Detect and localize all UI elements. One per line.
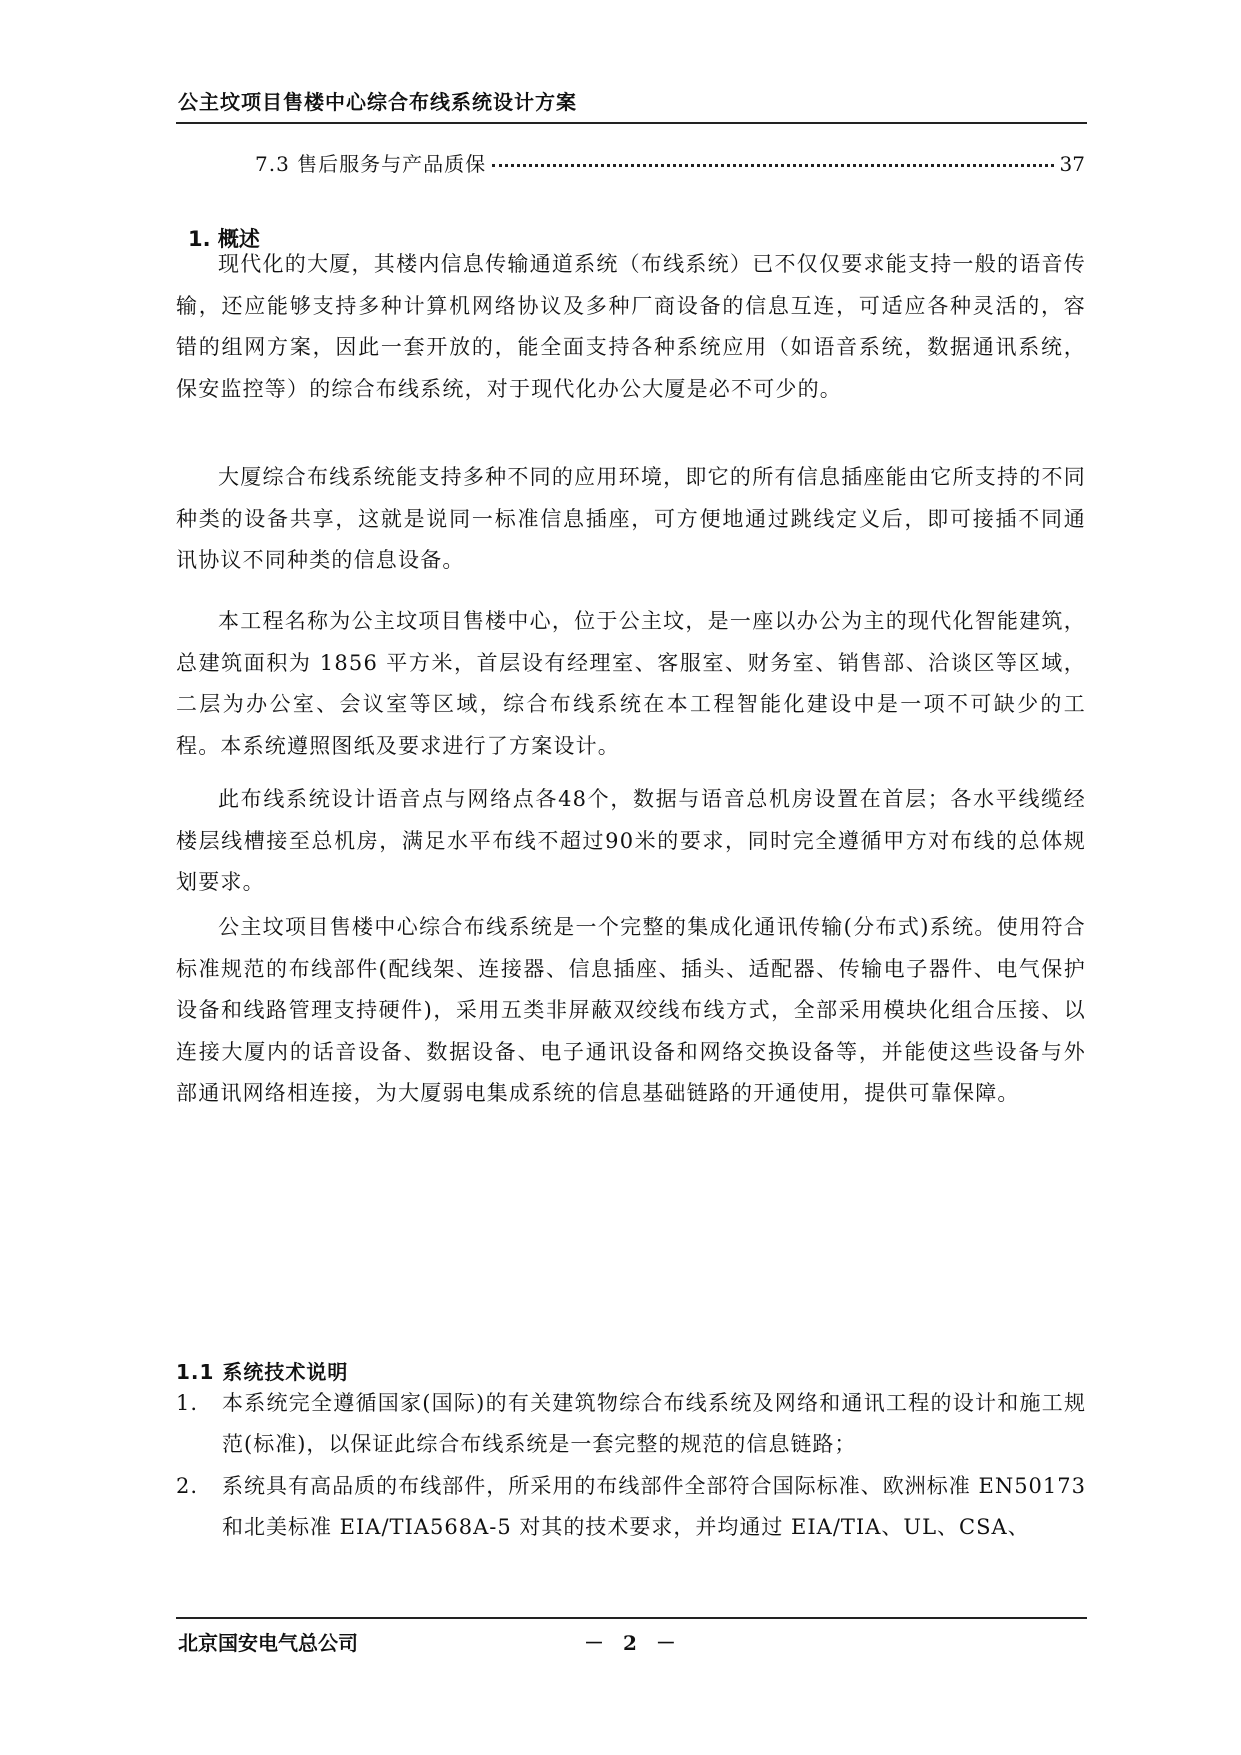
list-item — [176, 1466, 1086, 1548]
page-number: － 2 － — [584, 1631, 682, 1655]
section-heading-overview: 1. 概述 — [188, 227, 260, 251]
paragraph-3: 本工程名称为公主坟项目售楼中心，位于公主坟，是一座以办公为主的现代化智能建筑，总建筑面积为 1856 平方米，首层设有经理室、客服室、财务室、销售部、洽谈区等区域，二层为办公室、会议室等区域，综合布线系统在本工程智能化建设中是一项不可缺少的工程。本系统遵照图纸及要求进行了方案设计。 — [176, 609, 1086, 758]
list-item-text: 本系统完全遵循国家(国际)的有关建筑物综合布线系统及网络和通讯工程的设计和施工规范(标准)，以保证此综合布线系统是一套完整的规范的信息链路； — [222, 1391, 1086, 1456]
list-item-number: 1. — [176, 1391, 199, 1415]
toc-entry-label: 7.3 售后服务与产品质保 — [255, 152, 487, 176]
paragraph-1: 现代化的大厦，其楼内信息传输通道系统（布线系统）已不仅仅要求能支持一般的语音传输，还应能够支持多种计算机网络协议及多种厂商设备的信息互连，可适应各种灵活的，容错的组网方案，因此一套开放的，能全面支持各种系统应用（如语音系统，数据通讯系统，保安监控等）的综合布线系统，对于现代化办公大厦是必不可少的。 — [176, 252, 1086, 401]
paragraph-4: 此布线系统设计语音点与网络点各48个，数据与语音总机房设置在首层；各水平线缆经楼层线槽接至总机房，满足水平布线不超过90米的要求，同时完全遵循甲方对布线的总体规划要求。 — [176, 787, 1086, 894]
paragraph-5: 公主坟项目售楼中心综合布线系统是一个完整的集成化通讯传输(分布式)系统。使用符合标准规范的布线部件(配线架、连接器、信息插座、插头、适配器、传输电子器件、电气保护设备和线路管理支持硬件)，采用五类非屏蔽双绞线布线方式，全部采用模块化组合压接、以连接大厦内的话音设备、数据设备、电子通讯设备和网络交换设备等，并能使这些设备与外部通讯网络相连接，为大厦弱电集成系统的信息基础链路的开通使用，提供可靠保障。 — [176, 915, 1086, 1105]
page-footer — [176, 1617, 1087, 1659]
toc-leader-dots — [492, 164, 1053, 167]
toc-entry[interactable] — [255, 148, 1085, 178]
list-item — [176, 1383, 1086, 1465]
header-title: 公主坟项目售楼中心综合布线系统设计方案 — [178, 90, 577, 114]
toc-entry-page: 37 — [1059, 152, 1085, 176]
list-item-text: 系统具有高品质的布线部件，所采用的布线部件全部符合国际标准、欧洲标准 EN50173 和北美标准 EIA/TIA568A-5 对其的技术要求，并均通过 EIA/TIA、UL、CSA、 — [222, 1474, 1086, 1539]
paragraph-2: 大厦综合布线系统能支持多种不同的应用环境，即它的所有信息插座能由它所支持的不同种类的设备共享，这就是说同一标准信息插座，可方便地通过跳线定义后，即可接插不同通讯协议不同种类的信息设备。 — [176, 465, 1086, 572]
page-header — [176, 82, 1087, 124]
section-heading-technical: 1.1 系统技术说明 — [176, 1360, 349, 1384]
list-item-number: 2. — [176, 1474, 199, 1498]
footer-company: 北京国安电气总公司 — [178, 1631, 358, 1655]
